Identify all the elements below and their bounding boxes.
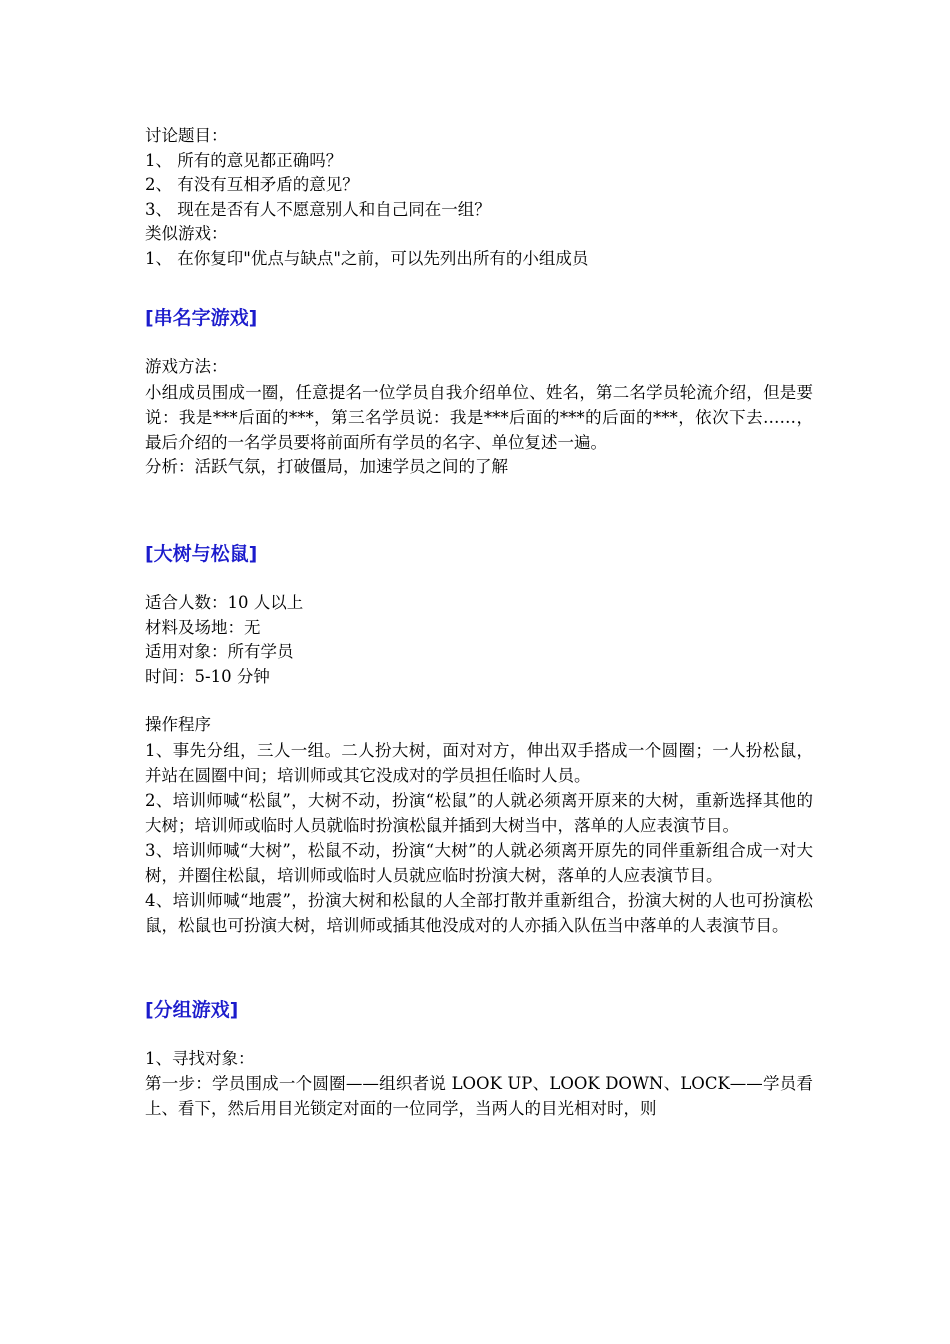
method-text: 小组成员围成一圈，任意提名一位学员自我介绍单位、姓名，第二名学员轮流介绍，但是要说：我是***后面的***，第三名学员说：我是***后面的***的后面的***，依次下去……，最后介绍的一名学员要将前面所有学员的名字、单位复述一遍。 (145, 382, 813, 452)
analysis-text: 分析：活跃气氛，打破僵局，加速学员之间的了解 (145, 456, 508, 476)
spacer (145, 1023, 813, 1047)
method-label: 游戏方法： (145, 357, 228, 376)
spacer (145, 567, 813, 591)
spacer (145, 479, 813, 541)
section-title-tree-squirrel: [大树与松鼠] (145, 543, 258, 565)
audience: 适用对象：所有学员 (145, 642, 294, 661)
players-count: 适合人数：10 人以上 (145, 593, 304, 612)
document-page (145, 124, 813, 1121)
discussion-question-1: 1、 所有的意见都正确吗？ (145, 150, 343, 170)
grouping-step-1: 第一步：学员围成一个圆圈——组织者说 LOOK UP、LOOK DOWN、LOCK——学员看上、看下，然后用目光锁定对面的一位同学，当两人的目光相对时，则 (145, 1074, 813, 1118)
section-title-grouping: [分组游戏] (145, 998, 239, 1021)
discussion-question-2: 2、 有没有互相矛盾的意见？ (145, 175, 359, 194)
procedure-step-4: 4、培训师喊“地震”，扮演大树和松鼠的人全部打散并重新组合，扮演大树的人也可扮演松鼠，松鼠也可扮演大树，培训师或插其他没成对的人亦插入队伍当中落单的人表演节目。 (145, 890, 813, 935)
section-title-name-chain: [串名字游戏] (145, 307, 258, 329)
procedure-step-2: 2、培训师喊“松鼠”，大树不动，扮演“松鼠”的人就必须离开原来的大树，重新选择其他的大树；培训师或临时人员就临时扮演松鼠并插到大树当中，落单的人应表演节目。 (145, 790, 813, 835)
procedure-step-1: 1、事先分组，三人一组。二人扮大树，面对对方，伸出双手搭成一个圆圈；一人扮松鼠，并站在圆圈中间；培训师或其它没成对的学员担任临时人员。 (145, 740, 813, 785)
duration: 时间：5-10 分钟 (145, 666, 270, 686)
similar-games-label: 类似游戏： (145, 224, 228, 243)
discussion-question-3: 3、 现在是否有人不愿意别人和自己同在一组？ (145, 199, 491, 219)
similar-game-1: 1、 在你复印"优点与缺点"之前，可以先列出所有的小组成员 (145, 248, 589, 268)
spacer (145, 271, 813, 305)
spacer (145, 689, 813, 713)
find-partner-label: 1、寻找对象： (145, 1048, 255, 1068)
discussion-label: 讨论题目： (145, 126, 228, 145)
procedure-step-3: 3、培训师喊“大树”，松鼠不动，扮演“大树”的人就必须离开原先的同伴重新组合成一对大树，并圈住松鼠，培训师或临时人员就应临时扮演大树，落单的人应表演节目。 (145, 840, 813, 885)
materials: 材料及场地：无 (145, 617, 261, 637)
procedure-label: 操作程序 (145, 715, 211, 734)
spacer (145, 938, 813, 997)
spacer (145, 331, 813, 355)
